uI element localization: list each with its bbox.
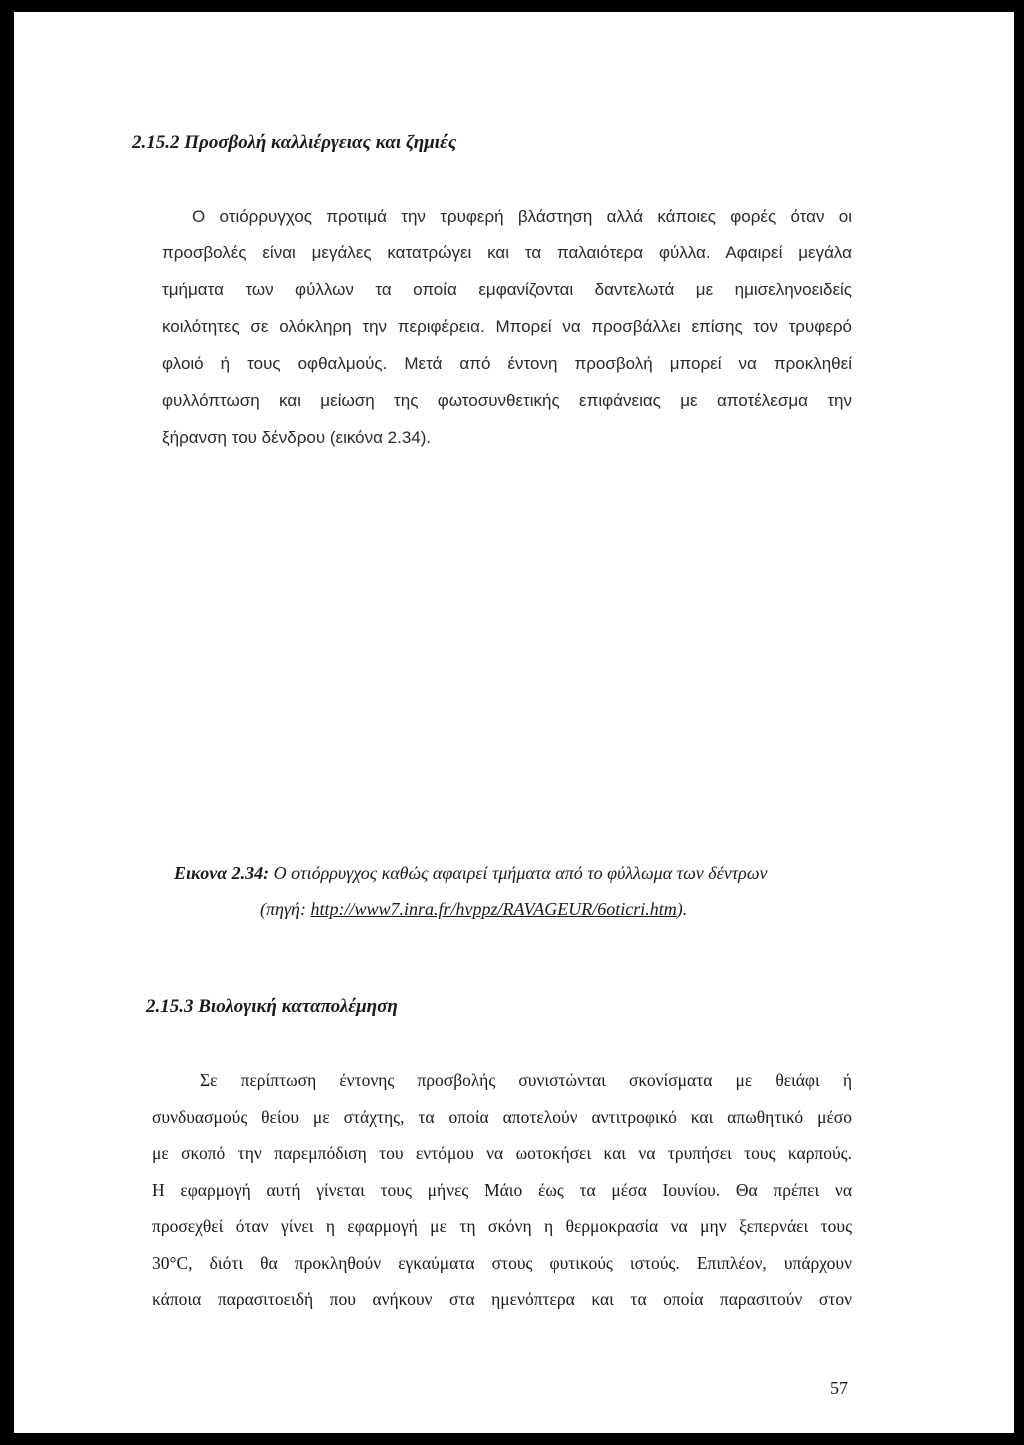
paragraph-line: κοιλότητες σε ολόκληρη την περιφέρεια. Μπορεί να προσβάλλει επίσης τον τρυφερό — [162, 317, 852, 336]
section-number: 2.15.3 — [146, 996, 194, 1017]
figure-image-area — [160, 457, 860, 852]
source-prefix: (πηγή: — [260, 899, 311, 919]
paragraph-line: φυλλόπτωση και μείωση της φωτοσυνθετικής επιφάνειας με αποτέλεσμα την — [162, 391, 852, 410]
paragraph-line: φλοιό ή τους οφθαλμούς. Μετά από έντονη προσβολή μπορεί να προκληθεί — [162, 354, 852, 373]
figure-source — [260, 899, 687, 920]
paragraph-line: συνδυασμούς θείου με στάχτης, τα οποία αποτελούν αντιτροφικό και απωθητικό μέσο — [152, 1107, 852, 1127]
page-number: 57 — [830, 1378, 848, 1398]
figure-caption — [174, 863, 768, 884]
paragraph-line: τμήματα των φύλλων τα οποία εμφανίζονται δαντελωτά με ημισεληνοειδείς — [162, 280, 852, 299]
source-link[interactable]: http://www7.inra.fr/hvppz/RAVAGEUR/6oticri.htm — [310, 899, 677, 919]
paragraph-line: κάποια παρασιτοειδή που ανήκουν στα ημενόπτερα και τα οποία παρασιτούν στον — [152, 1289, 852, 1309]
document-page — [14, 12, 1014, 1433]
section-title: Βιολογική καταπολέμηση — [198, 996, 398, 1017]
figure-label: Εικονα 2.34: — [174, 863, 270, 883]
source-suffix: ). — [676, 899, 688, 919]
section-title: Προσβολή καλλιέργειας και ζημιές — [184, 132, 457, 153]
paragraph-line: Η εφαρμογή αυτή γίνεται τους μήνες Μάιο έως τα μέσα Ιουνίου. Θα πρέπει να — [152, 1180, 852, 1200]
section-heading-2-15-3 — [146, 996, 398, 1018]
paragraph-line: με σκοπό την παρεμπόδιση του εντόμου να ωοτοκήσει και να τρυπήσει τους καρπούς. — [152, 1143, 852, 1163]
paragraph-line: 30°C, διότι θα προκληθούν εγκαύματα στους φυτικούς ιστούς. Επιπλέον, υπάρχουν — [152, 1253, 852, 1273]
paragraph-line: Σε περίπτωση έντονης προσβολής συνιστώνται σκονίσματα με θειάφι ή — [200, 1070, 852, 1090]
section-heading-2-15-2 — [132, 132, 456, 154]
paragraph-line: προσβολές είναι μεγάλες κατατρώγει και τα παλαιότερα φύλλα. Αφαιρεί μεγάλα — [162, 243, 852, 262]
paragraph-line: ξήρανση του δένδρου (εικόνα 2.34). — [162, 428, 432, 447]
paragraph-line: προσεχθεί όταν γίνει η εφαρμογή με τη σκόνη η θερμοκρασία να μην ξεπερνάει τους — [152, 1216, 852, 1236]
figure-caption-text: Ο οτιόρρυγχος καθώς αφαιρεί τμήματα από το φύλλωμα των δέντρων — [269, 863, 768, 883]
paragraph-line: Ο οτιόρρυγχος προτιμά την τρυφερή βλάστηση αλλά κάποιες φορές όταν οι — [192, 207, 852, 226]
section-number: 2.15.2 — [132, 132, 180, 153]
